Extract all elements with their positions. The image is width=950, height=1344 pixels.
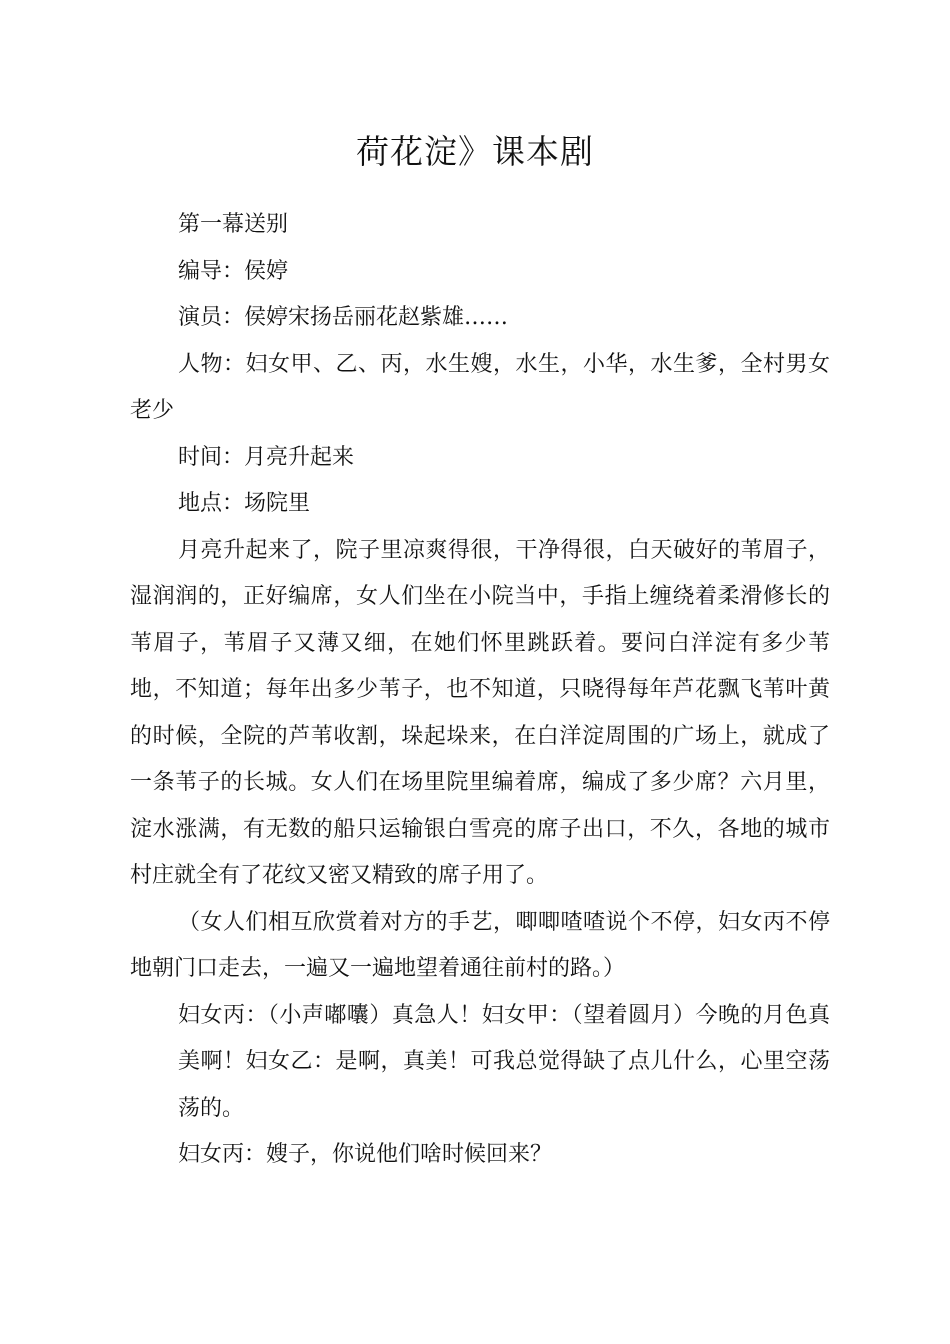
stage-direction: （女人们相互欣赏着对方的手艺，唧唧喳喳说个不停，妇女丙不停地朝门口走去，一遍又一遍地望着通往前村的路。） [130,909,830,981]
characters-line: 人物：妇女甲、乙、丙，水生嫂，水生，小华，水生爹，全村男女老少 [130,351,830,423]
dialogue-line: 妇女丙：嫂子，你说他们啥时候回来？ [178,1142,553,1167]
document-title: 荷花淀》课本剧 [356,132,594,171]
document-body [130,202,830,1179]
dialogue-block: 妇女丙：（小声嘟囔）真急人！妇女甲：（望着圆月）今晚的月色真美啊！妇女乙：是啊，真美！可我总觉得缺了点儿什么，心里空荡荡的。 [178,1002,830,1121]
time-line: 时间：月亮升起来 [178,444,355,470]
place-line: 地点：场院里 [178,491,311,516]
scene-heading: 第一幕送别 [178,212,289,237]
director-line: 编导：侯婷 [178,258,289,284]
narration-paragraph: 月亮升起来了，院子里凉爽得很，干净得很，白天破好的苇眉子，湿润润的，正好编席，女人们坐在小院当中，手指上缠绕着柔滑修长的苇眉子，苇眉子又薄又细，在她们怀里跳跃着。要问白洋淀有多少苇地，不知道；每年出多少苇子，也不知道，只晓得每年芦花飘飞苇叶黄的时候，全院的芦苇收割，垛起垛来，在白洋淀周围的广场上，就成了一条苇子的长城。女人们在场里院里编着席，编成了多少席？六月里，淀水涨满，有无数的船只运输银白雪亮的席子出口，不久，各地的城市村庄就全有了花纹又密又精致的席子用了。 [130,537,830,888]
cast-line: 演员：侯婷宋扬岳丽花赵紫雄…… [178,305,509,330]
